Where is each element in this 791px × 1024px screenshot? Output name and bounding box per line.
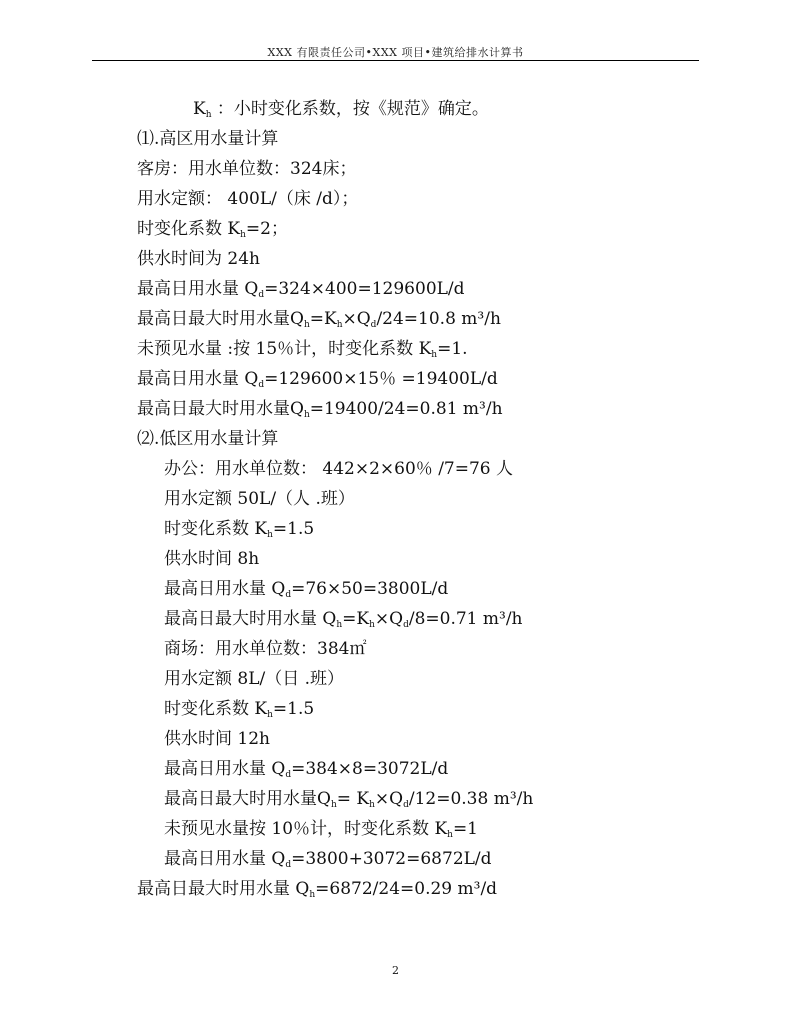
line-text: =76×50=3800L/d <box>291 579 449 599</box>
line-text: = K <box>336 789 370 809</box>
text-line <box>137 338 468 366</box>
subscript: h <box>267 530 273 540</box>
text-line <box>164 518 314 546</box>
line-text: 用水定额 50L/（人 .班） <box>164 489 355 509</box>
text-line <box>137 398 503 426</box>
subscript: d <box>403 620 409 630</box>
line-text: /8=0.71 m³/h <box>408 609 523 629</box>
line-text: 供水时间为 24h <box>137 249 260 269</box>
subscript: h <box>431 350 438 360</box>
line-text: K <box>193 99 206 119</box>
text-line <box>137 218 288 246</box>
line-text: 时变化系数 K <box>137 219 241 239</box>
text-line <box>193 98 489 126</box>
subscript: h <box>267 710 273 720</box>
page-number: 2 <box>392 964 399 977</box>
line-text: /12=0.38 m³/h <box>408 789 534 809</box>
text-line <box>164 848 492 876</box>
line-text: =1. <box>437 339 468 359</box>
text-line <box>137 428 278 450</box>
subscript: d <box>285 590 292 600</box>
line-text: 最高日最大时用水量Q <box>137 309 304 329</box>
subscript: h <box>336 320 343 330</box>
text-line <box>137 128 278 150</box>
line-text: ×Q <box>374 789 404 809</box>
line-text: =324×400=129600L/d <box>264 279 465 299</box>
subscript: d <box>285 860 292 870</box>
line-text: ×Q <box>374 609 404 629</box>
line-text: 时变化系数 K <box>164 519 268 539</box>
text-line <box>164 758 448 786</box>
subscript: h <box>369 620 375 630</box>
line-text: 商场：用水单位数：384㎡ <box>164 639 367 659</box>
text-line <box>137 308 501 336</box>
line-text: 最高日用水量 Q <box>164 849 286 869</box>
line-text: /24=10.8 m³/h <box>376 309 501 329</box>
line-text: =6872/24=0.29 m³/d <box>315 879 498 899</box>
line-text: 最高日用水量 Q <box>164 579 286 599</box>
header-title: XXX 有限责任公司•XXX 项目•建筑给排水计算书 <box>267 46 524 59</box>
line-text: =129600×15％ =19400L/d <box>264 369 498 389</box>
text-line <box>137 248 260 270</box>
subscript: h <box>303 410 310 420</box>
line-text: 客房：用水单位数：324床； <box>137 159 357 179</box>
text-line <box>164 668 344 690</box>
subscript: h <box>447 830 453 840</box>
subscript: h <box>205 110 212 120</box>
text-line <box>137 278 465 306</box>
line-text: ×Q <box>342 309 371 329</box>
subscript: h <box>309 890 316 900</box>
line-text: 最高日最大时用水量Q <box>137 399 304 419</box>
text-line <box>164 458 513 480</box>
line-text: =1 <box>452 819 478 839</box>
line-text: 未预见水量按 10％计，时变化系数 K <box>164 819 448 839</box>
text-line <box>164 818 478 846</box>
line-text: =K <box>342 609 370 629</box>
subscript: d <box>403 800 409 810</box>
line-text: ：小时变化系数，按《规范》确定。 <box>211 99 489 119</box>
line-text: 最高日最大时用水量 Q <box>164 609 337 629</box>
line-text: 最高日最大时用水量Q <box>164 789 331 809</box>
text-line <box>137 188 358 210</box>
text-line <box>164 788 533 816</box>
text-line <box>137 158 356 180</box>
line-text: 最高日最大时用水量 Q <box>137 879 310 899</box>
line-text: =1.5 <box>272 699 315 719</box>
line-text: 最高日用水量 Q <box>164 759 286 779</box>
text-line <box>164 698 314 726</box>
line-text: =384×8=3072L/d <box>291 759 449 779</box>
text-line <box>164 488 355 510</box>
line-text: 最高日用水量 Q <box>137 369 259 389</box>
subscript: h <box>330 800 337 810</box>
text-line <box>137 368 498 396</box>
line-text: ⑴.高区用水量计算 <box>137 129 279 149</box>
line-text: =1.5 <box>272 519 315 539</box>
text-line <box>164 728 270 750</box>
text-line <box>137 878 497 906</box>
line-text: =19400/24=0.81 m³/h <box>309 399 503 419</box>
line-text: 用水定额 8L/（日 .班） <box>164 669 345 689</box>
subscript: h <box>240 230 246 240</box>
line-text: =2； <box>245 219 288 239</box>
text-line <box>164 548 259 570</box>
line-text: =K <box>309 309 337 329</box>
subscript: h <box>369 800 375 810</box>
line-text: 最高日用水量 Q <box>137 279 259 299</box>
text-line <box>164 578 448 606</box>
subscript: d <box>258 290 265 300</box>
line-text: 办公：用水单位数： 442×2×60％ /7=76 人 <box>164 459 514 479</box>
subscript: d <box>370 320 377 330</box>
line-text: 用水定额： 400L/（床 /d）； <box>137 189 359 209</box>
subscript: h <box>336 620 343 630</box>
line-text: 供水时间 12h <box>164 729 270 749</box>
line-text: 供水时间 8h <box>164 549 260 569</box>
line-text: 时变化系数 K <box>164 699 268 719</box>
text-line <box>164 638 366 660</box>
line-text: 未预见水量 :按 15％计，时变化系数 K <box>137 339 432 359</box>
header-divider <box>92 60 699 61</box>
subscript: d <box>258 380 265 390</box>
line-text: ⑵.低区用水量计算 <box>137 429 279 449</box>
subscript: d <box>285 770 292 780</box>
subscript: h <box>303 320 310 330</box>
text-line <box>164 608 523 636</box>
line-text: =3800+3072=6872L/d <box>291 849 492 869</box>
